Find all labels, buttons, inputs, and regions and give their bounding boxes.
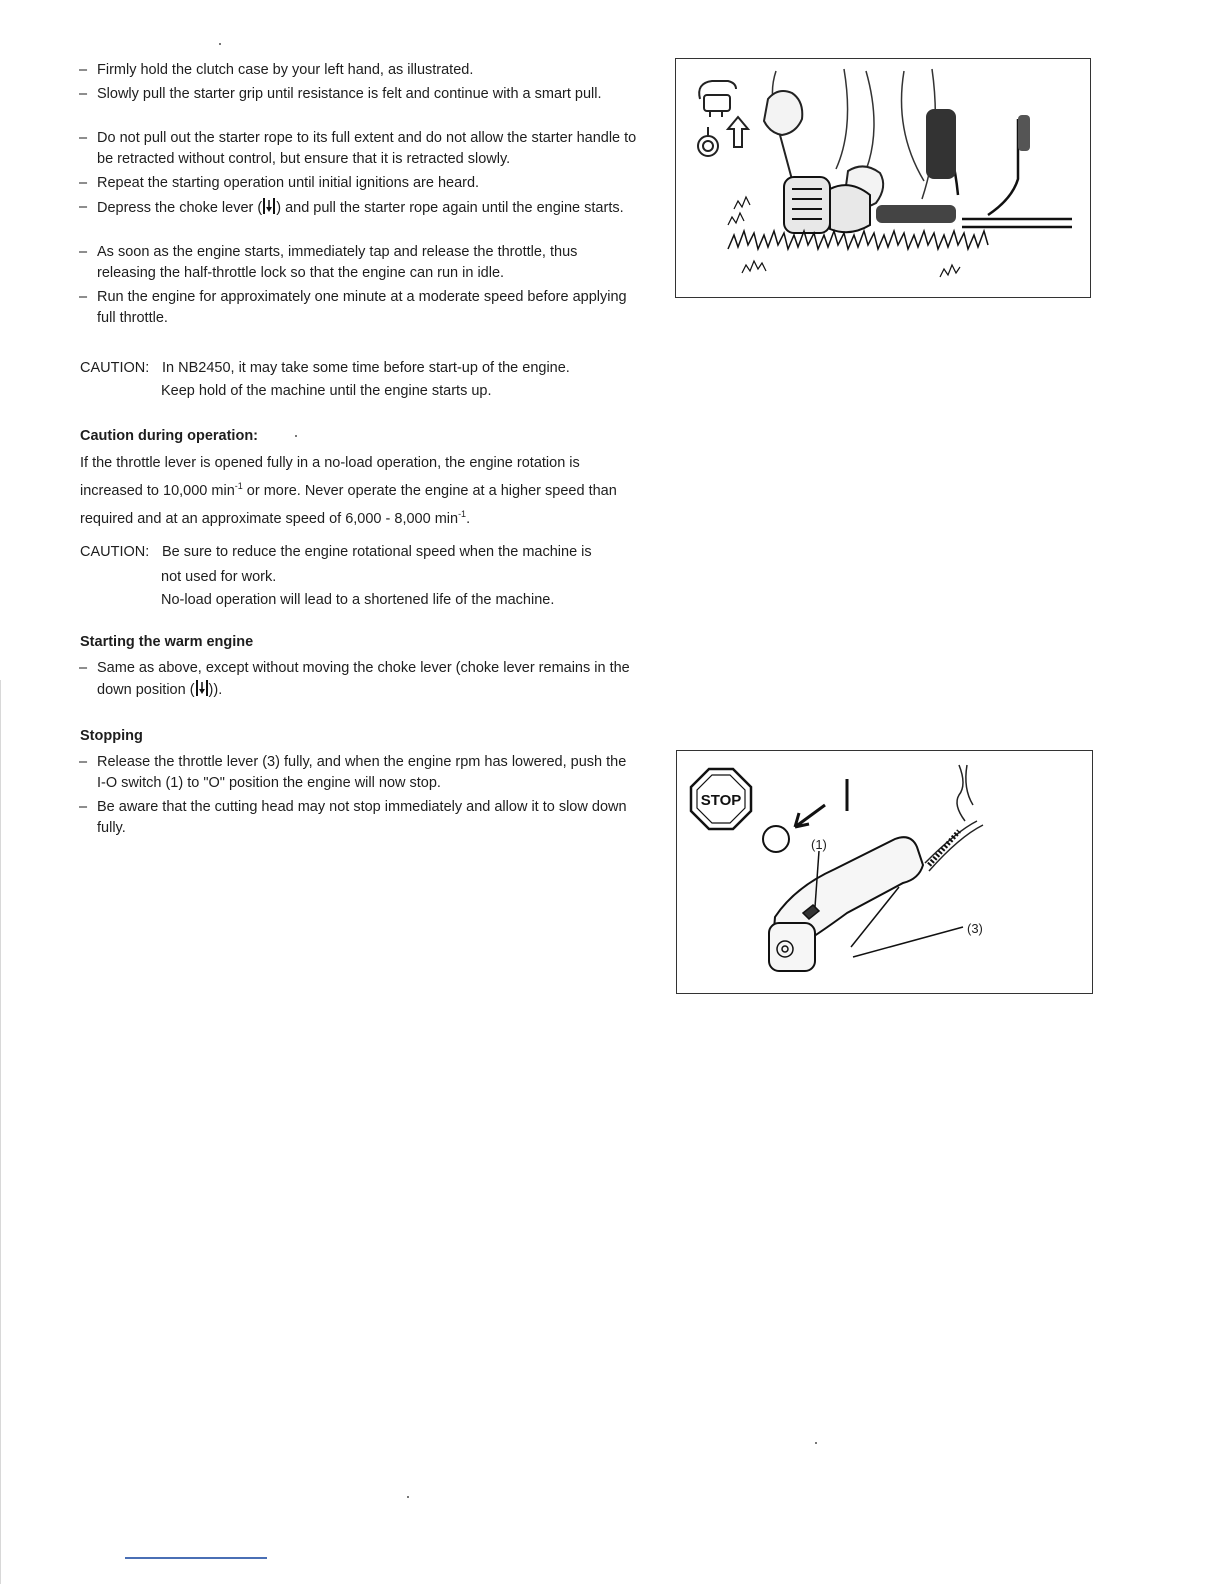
bullet-dash: –	[79, 86, 88, 102]
bullet-run-engine	[79, 287, 639, 328]
bullet-text: Be aware that the cutting head may not stop immediately and allow it to slow down fully.	[97, 799, 627, 836]
arrow-icon	[795, 805, 825, 827]
choke-lever-icon	[195, 679, 209, 697]
scan-speck	[219, 43, 221, 45]
bullet-dash: –	[79, 199, 88, 215]
bullet-cutting-head	[79, 797, 659, 838]
bullet-text: Do not pull out the starter rope to its full extent and do not allow the starter handle to be retracted without control, but ensure that it is retracted slowly.	[97, 130, 637, 167]
left-margin-line	[0, 680, 1, 1584]
bullet-text: Firmly hold the clutch case by your left hand, as illustrated.	[97, 62, 474, 78]
bullet-text: Same as above, except without moving the choke lever (choke lever remains in the down position (	[97, 660, 630, 698]
starting-drawing	[676, 59, 1090, 297]
bullet-dash: –	[79, 289, 88, 305]
bullet-dash: –	[79, 175, 88, 191]
cables	[925, 765, 983, 871]
choke-lever-icon	[262, 197, 276, 215]
bullet-text: As soon as the engine starts, immediately tap and release the throttle, thus releasing the half-throttle lock so that the engine can run in idle.	[97, 244, 578, 281]
scan-speck	[407, 1496, 409, 1498]
bullet-warm-engine	[79, 658, 659, 700]
caution-text: not used for work.	[161, 569, 277, 585]
bullet-text: Depress the choke lever (	[97, 200, 263, 216]
section-heading-stopping: Stopping	[80, 728, 143, 744]
stop-sign-text: STOP	[700, 792, 742, 809]
bullet-repeat	[79, 173, 649, 194]
caution-text: In NB2450, it may take some time before start-up of the engine.	[162, 360, 570, 376]
bullet-dash: –	[79, 754, 88, 770]
caution-label: CAUTION:	[80, 360, 150, 376]
bullet-tap-throttle	[79, 242, 639, 283]
bullet-text: ) and pull the starter rope again until the engine starts.	[276, 200, 624, 216]
bullet-dash: –	[79, 62, 88, 78]
off-position-icon	[763, 826, 789, 852]
caution-text: Keep hold of the machine until the engine starts up.	[161, 383, 492, 399]
bullet-text: Run the engine for approximately one minute at a moderate speed before applying full throttle.	[97, 289, 627, 326]
bullet-release-throttle	[79, 752, 639, 793]
operation-text: .	[466, 510, 471, 527]
bullet-text: Repeat the starting operation until initial ignitions are heard.	[97, 175, 480, 191]
grass	[728, 231, 988, 249]
bullet-text: Release the throttle lever (3) fully, and when the engine rpm has lowered, push the I-O switch (1) to "O" position the engine will now stop.	[97, 754, 627, 791]
operation-text: If the throttle lever is opened fully in a no-load operation, the engine rotation is increased to 10,000 min	[80, 455, 580, 499]
superscript: -1	[458, 508, 467, 519]
scan-speck	[815, 1442, 817, 1444]
label-switch: (1)	[811, 837, 827, 852]
scan-speck	[295, 435, 297, 437]
stopping-illustration	[676, 750, 1093, 994]
bullet-dash: –	[79, 130, 88, 146]
caution-text: Be sure to reduce the engine rotational speed when the machine is	[162, 544, 592, 560]
caution-label: CAUTION:	[80, 544, 150, 560]
bullet-dash: –	[79, 660, 88, 676]
bullet-text: )).	[208, 681, 223, 698]
operation-text: or more. Never operate the engine at a higher speed than required and at an approximate speed of 6,000 - 8,000 min	[80, 482, 617, 527]
bullet-rope-extent	[79, 128, 639, 169]
bullet-pull-grip	[79, 84, 639, 105]
operation-paragraph	[80, 452, 640, 531]
caution-text: No-load operation will lead to a shortened life of the machine.	[161, 592, 555, 608]
clutch-case	[876, 205, 956, 223]
scan-artifact-line	[125, 1557, 267, 1559]
leader-line-throttle	[853, 927, 963, 957]
section-heading-operation: Caution during operation:	[80, 428, 259, 444]
bullet-dash: –	[79, 799, 88, 815]
section-heading-warm: Starting the warm engine	[80, 634, 254, 650]
stopping-drawing	[677, 751, 1092, 993]
throttle-grip	[926, 109, 956, 179]
bullet-choke	[79, 197, 659, 219]
starting-illustration	[675, 58, 1091, 298]
handle-grip	[1018, 115, 1030, 151]
pull-grip-icon	[698, 81, 748, 156]
bullet-dash: –	[79, 244, 88, 260]
superscript: -1	[234, 481, 243, 491]
label-throttle: (3)	[967, 921, 983, 936]
bullet-hold-clutch	[79, 60, 649, 81]
stop-sign-icon	[691, 769, 751, 829]
bullet-text: Slowly pull the starter grip until resistance is felt and continue with a smart pull.	[97, 86, 602, 102]
